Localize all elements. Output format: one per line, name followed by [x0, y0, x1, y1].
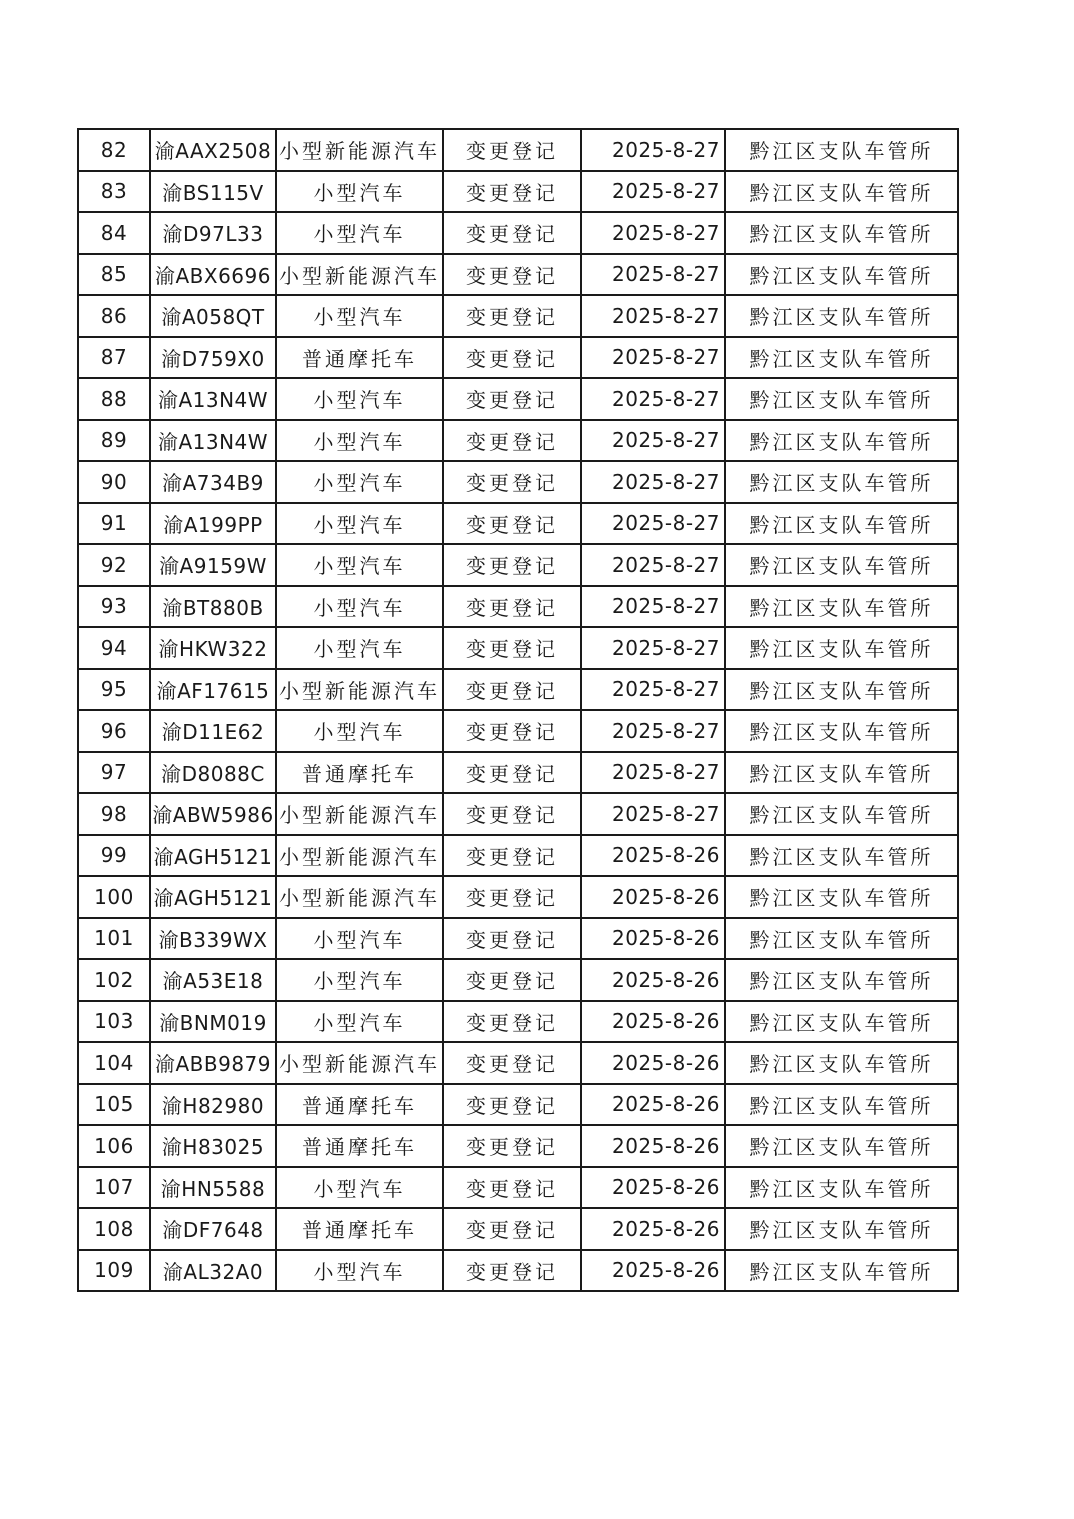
row-number-cell: 92 [78, 544, 150, 586]
date-cell: 2025-8-27 [581, 420, 725, 462]
vehicle-type-cell: 小型汽车 [276, 171, 443, 213]
vehicle-type-cell: 小型汽车 [276, 461, 443, 503]
business-type-cell: 变更登记 [443, 1084, 581, 1126]
row-number-cell: 98 [78, 793, 150, 835]
table-row [78, 171, 958, 213]
plate-number-cell: 渝HN5588 [150, 1167, 276, 1209]
row-number-cell: 107 [78, 1167, 150, 1209]
date-cell: 2025-8-27 [581, 752, 725, 794]
office-cell: 黔江区支队车管所 [725, 461, 958, 503]
office-cell: 黔江区支队车管所 [725, 544, 958, 586]
table-row [78, 876, 958, 918]
plate-number-cell: 渝BT880B [150, 586, 276, 628]
vehicle-type-cell: 小型新能源汽车 [276, 1042, 443, 1084]
table-row [78, 1125, 958, 1167]
row-number-cell: 103 [78, 1001, 150, 1043]
business-type-cell: 变更登记 [443, 1208, 581, 1250]
vehicle-type-cell: 小型汽车 [276, 627, 443, 669]
vehicle-type-cell: 小型新能源汽车 [276, 669, 443, 711]
vehicle-type-cell: 小型汽车 [276, 1250, 443, 1292]
date-cell: 2025-8-27 [581, 295, 725, 337]
table-row [78, 1042, 958, 1084]
business-type-cell: 变更登记 [443, 710, 581, 752]
office-cell: 黔江区支队车管所 [725, 752, 958, 794]
table-row [78, 793, 958, 835]
row-number-cell: 105 [78, 1084, 150, 1126]
table-row [78, 918, 958, 960]
table-row [78, 959, 958, 1001]
office-cell: 黔江区支队车管所 [725, 420, 958, 462]
plate-number-cell: 渝A734B9 [150, 461, 276, 503]
office-cell: 黔江区支队车管所 [725, 710, 958, 752]
row-number-cell: 91 [78, 503, 150, 545]
row-number-cell: 87 [78, 337, 150, 379]
vehicle-type-cell: 小型新能源汽车 [276, 876, 443, 918]
date-cell: 2025-8-27 [581, 669, 725, 711]
plate-number-cell: 渝AGH5121 [150, 835, 276, 877]
plate-number-cell: 渝HKW322 [150, 627, 276, 669]
vehicle-type-cell: 小型新能源汽车 [276, 793, 443, 835]
table-row [78, 544, 958, 586]
vehicle-type-cell: 小型汽车 [276, 959, 443, 1001]
office-cell: 黔江区支队车管所 [725, 503, 958, 545]
plate-number-cell: 渝ABW5986 [150, 793, 276, 835]
business-type-cell: 变更登记 [443, 793, 581, 835]
vehicle-type-cell: 小型汽车 [276, 710, 443, 752]
plate-number-cell: 渝B339WX [150, 918, 276, 960]
vehicle-type-cell: 小型新能源汽车 [276, 835, 443, 877]
plate-number-cell: 渝A13N4W [150, 420, 276, 462]
date-cell: 2025-8-26 [581, 1084, 725, 1126]
vehicle-type-cell: 小型新能源汽车 [276, 129, 443, 171]
date-cell: 2025-8-27 [581, 212, 725, 254]
office-cell: 黔江区支队车管所 [725, 1250, 958, 1292]
table-row [78, 295, 958, 337]
date-cell: 2025-8-26 [581, 1001, 725, 1043]
table-row [78, 254, 958, 296]
date-cell: 2025-8-26 [581, 835, 725, 877]
date-cell: 2025-8-27 [581, 129, 725, 171]
plate-number-cell: 渝A199PP [150, 503, 276, 545]
vehicle-type-cell: 小型汽车 [276, 586, 443, 628]
vehicle-type-cell: 小型汽车 [276, 420, 443, 462]
office-cell: 黔江区支队车管所 [725, 295, 958, 337]
business-type-cell: 变更登记 [443, 212, 581, 254]
vehicle-type-cell: 小型汽车 [276, 544, 443, 586]
office-cell: 黔江区支队车管所 [725, 1208, 958, 1250]
date-cell: 2025-8-27 [581, 503, 725, 545]
table-row [78, 752, 958, 794]
plate-number-cell: 渝D8088C [150, 752, 276, 794]
table-row [78, 461, 958, 503]
office-cell: 黔江区支队车管所 [725, 212, 958, 254]
date-cell: 2025-8-26 [581, 959, 725, 1001]
business-type-cell: 变更登记 [443, 669, 581, 711]
date-cell: 2025-8-27 [581, 461, 725, 503]
row-number-cell: 94 [78, 627, 150, 669]
row-number-cell: 85 [78, 254, 150, 296]
row-number-cell: 86 [78, 295, 150, 337]
table-row [78, 378, 958, 420]
row-number-cell: 93 [78, 586, 150, 628]
office-cell: 黔江区支队车管所 [725, 959, 958, 1001]
date-cell: 2025-8-27 [581, 586, 725, 628]
vehicle-type-cell: 小型汽车 [276, 918, 443, 960]
plate-number-cell: 渝D11E62 [150, 710, 276, 752]
business-type-cell: 变更登记 [443, 835, 581, 877]
vehicle-type-cell: 小型新能源汽车 [276, 254, 443, 296]
vehicle-type-cell: 普通摩托车 [276, 752, 443, 794]
office-cell: 黔江区支队车管所 [725, 1084, 958, 1126]
date-cell: 2025-8-26 [581, 1167, 725, 1209]
plate-number-cell: 渝AF17615 [150, 669, 276, 711]
row-number-cell: 88 [78, 378, 150, 420]
table-row [78, 420, 958, 462]
table-row [78, 835, 958, 877]
plate-number-cell: 渝A058QT [150, 295, 276, 337]
office-cell: 黔江区支队车管所 [725, 378, 958, 420]
table-row [78, 627, 958, 669]
business-type-cell: 变更登记 [443, 254, 581, 296]
row-number-cell: 108 [78, 1208, 150, 1250]
date-cell: 2025-8-27 [581, 171, 725, 213]
plate-number-cell: 渝H83025 [150, 1125, 276, 1167]
row-number-cell: 101 [78, 918, 150, 960]
row-number-cell: 83 [78, 171, 150, 213]
plate-number-cell: 渝AL32A0 [150, 1250, 276, 1292]
row-number-cell: 97 [78, 752, 150, 794]
business-type-cell: 变更登记 [443, 420, 581, 462]
business-type-cell: 变更登记 [443, 876, 581, 918]
date-cell: 2025-8-27 [581, 337, 725, 379]
plate-number-cell: 渝AGH5121 [150, 876, 276, 918]
office-cell: 黔江区支队车管所 [725, 876, 958, 918]
date-cell: 2025-8-27 [581, 378, 725, 420]
date-cell: 2025-8-27 [581, 254, 725, 296]
date-cell: 2025-8-27 [581, 627, 725, 669]
office-cell: 黔江区支队车管所 [725, 918, 958, 960]
plate-number-cell: 渝ABX6696 [150, 254, 276, 296]
table-row [78, 1250, 958, 1292]
office-cell: 黔江区支队车管所 [725, 586, 958, 628]
date-cell: 2025-8-26 [581, 876, 725, 918]
vehicle-type-cell: 小型汽车 [276, 1167, 443, 1209]
row-number-cell: 95 [78, 669, 150, 711]
office-cell: 黔江区支队车管所 [725, 129, 958, 171]
office-cell: 黔江区支队车管所 [725, 337, 958, 379]
office-cell: 黔江区支队车管所 [725, 254, 958, 296]
row-number-cell: 84 [78, 212, 150, 254]
business-type-cell: 变更登记 [443, 461, 581, 503]
vehicle-type-cell: 普通摩托车 [276, 1125, 443, 1167]
date-cell: 2025-8-26 [581, 918, 725, 960]
vehicle-type-cell: 普通摩托车 [276, 337, 443, 379]
business-type-cell: 变更登记 [443, 959, 581, 1001]
office-cell: 黔江区支队车管所 [725, 793, 958, 835]
table-row [78, 586, 958, 628]
business-type-cell: 变更登记 [443, 586, 581, 628]
plate-number-cell: 渝A53E18 [150, 959, 276, 1001]
business-type-cell: 变更登记 [443, 129, 581, 171]
registration-table-sheet [77, 128, 959, 1292]
row-number-cell: 106 [78, 1125, 150, 1167]
row-number-cell: 82 [78, 129, 150, 171]
business-type-cell: 变更登记 [443, 918, 581, 960]
vehicle-type-cell: 普通摩托车 [276, 1084, 443, 1126]
office-cell: 黔江区支队车管所 [725, 1001, 958, 1043]
table-row [78, 212, 958, 254]
business-type-cell: 变更登记 [443, 503, 581, 545]
table-row [78, 1001, 958, 1043]
date-cell: 2025-8-26 [581, 1125, 725, 1167]
business-type-cell: 变更登记 [443, 1001, 581, 1043]
plate-number-cell: 渝A9159W [150, 544, 276, 586]
table-row [78, 1167, 958, 1209]
office-cell: 黔江区支队车管所 [725, 1125, 958, 1167]
vehicle-type-cell: 小型汽车 [276, 503, 443, 545]
plate-number-cell: 渝BNM019 [150, 1001, 276, 1043]
plate-number-cell: 渝H82980 [150, 1084, 276, 1126]
table-row [78, 669, 958, 711]
business-type-cell: 变更登记 [443, 544, 581, 586]
business-type-cell: 变更登记 [443, 1042, 581, 1084]
plate-number-cell: 渝ABB9879 [150, 1042, 276, 1084]
row-number-cell: 89 [78, 420, 150, 462]
table-body [78, 129, 958, 1291]
vehicle-type-cell: 小型汽车 [276, 212, 443, 254]
date-cell: 2025-8-26 [581, 1042, 725, 1084]
office-cell: 黔江区支队车管所 [725, 627, 958, 669]
row-number-cell: 104 [78, 1042, 150, 1084]
vehicle-type-cell: 普通摩托车 [276, 1208, 443, 1250]
row-number-cell: 100 [78, 876, 150, 918]
business-type-cell: 变更登记 [443, 337, 581, 379]
date-cell: 2025-8-27 [581, 710, 725, 752]
row-number-cell: 109 [78, 1250, 150, 1292]
plate-number-cell: 渝D759X0 [150, 337, 276, 379]
table-row [78, 1208, 958, 1250]
business-type-cell: 变更登记 [443, 171, 581, 213]
date-cell: 2025-8-27 [581, 793, 725, 835]
date-cell: 2025-8-26 [581, 1208, 725, 1250]
business-type-cell: 变更登记 [443, 627, 581, 669]
table-row [78, 129, 958, 171]
registration-table [77, 128, 959, 1292]
table-row [78, 1084, 958, 1126]
business-type-cell: 变更登记 [443, 1125, 581, 1167]
date-cell: 2025-8-27 [581, 544, 725, 586]
office-cell: 黔江区支队车管所 [725, 1042, 958, 1084]
business-type-cell: 变更登记 [443, 1167, 581, 1209]
row-number-cell: 96 [78, 710, 150, 752]
office-cell: 黔江区支队车管所 [725, 171, 958, 213]
business-type-cell: 变更登记 [443, 752, 581, 794]
plate-number-cell: 渝DF7648 [150, 1208, 276, 1250]
business-type-cell: 变更登记 [443, 378, 581, 420]
office-cell: 黔江区支队车管所 [725, 835, 958, 877]
plate-number-cell: 渝A13N4W [150, 378, 276, 420]
table-row [78, 337, 958, 379]
business-type-cell: 变更登记 [443, 1250, 581, 1292]
row-number-cell: 90 [78, 461, 150, 503]
vehicle-type-cell: 小型汽车 [276, 378, 443, 420]
plate-number-cell: 渝D97L33 [150, 212, 276, 254]
office-cell: 黔江区支队车管所 [725, 669, 958, 711]
plate-number-cell: 渝AAX2508 [150, 129, 276, 171]
table-row [78, 710, 958, 752]
office-cell: 黔江区支队车管所 [725, 1167, 958, 1209]
business-type-cell: 变更登记 [443, 295, 581, 337]
vehicle-type-cell: 小型汽车 [276, 1001, 443, 1043]
date-cell: 2025-8-26 [581, 1250, 725, 1292]
row-number-cell: 102 [78, 959, 150, 1001]
plate-number-cell: 渝BS115V [150, 171, 276, 213]
row-number-cell: 99 [78, 835, 150, 877]
table-row [78, 503, 958, 545]
vehicle-type-cell: 小型汽车 [276, 295, 443, 337]
